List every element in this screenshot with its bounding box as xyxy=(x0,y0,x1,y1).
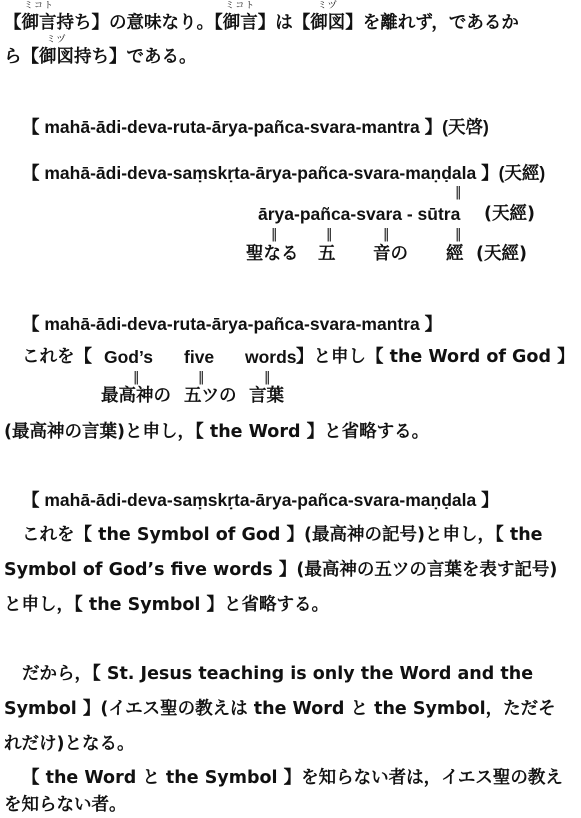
conclusion-line-5: を知らない者。 xyxy=(4,795,127,815)
ruby-base: 御図 xyxy=(39,47,74,67)
ruby-text: ミコト xyxy=(23,1,54,11)
ruby-text: ミヅ xyxy=(46,35,67,45)
text: ら【 xyxy=(4,47,39,67)
text: 】を離れず，であるか xyxy=(345,13,519,33)
gloss-sutra: 經 xyxy=(446,244,464,264)
gloss-sound: 音の xyxy=(373,244,408,264)
word-words: words xyxy=(245,347,297,367)
god-symbol-line-2: Symbol of God’s five words 】(最高神の五ツの言葉を表す記号) xyxy=(4,560,558,580)
gloss-words: 言葉 xyxy=(249,386,284,406)
ruby-base: 御図 xyxy=(310,13,346,33)
text: 】は【 xyxy=(257,13,311,33)
paragraph-1-line-2 xyxy=(4,35,578,70)
conclusion-line-2: Symbol 】(イエス聖の教えは the Word と the Symbol，ただそ xyxy=(4,699,556,719)
gloss-supreme-gods: 最高神の xyxy=(101,386,171,406)
mandala-line: 【 mahā-ādi-deva-saṃskṛta-ārya-pañca-svara-maṇḍala 】(天經) xyxy=(22,163,546,183)
gloss-five: 五 xyxy=(318,244,336,264)
ruby-word-mikoto xyxy=(21,1,57,36)
gloss-holy: 聖なる xyxy=(246,244,299,264)
word-gods: God’s xyxy=(104,347,153,367)
god-words-prefix: これを【 xyxy=(22,347,92,367)
god-symbol-heading: 【 mahā-ādi-deva-saṃskṛta-ārya-pañca-svara-maṇḍala 】 xyxy=(22,490,499,510)
ruby-text: ミヅ xyxy=(317,1,338,11)
god-words-suffix: 】と申し【 the Word of God 】 xyxy=(296,347,575,367)
conclusion-line-3: れだけ)となる。 xyxy=(4,734,135,754)
ruby-word-mizu xyxy=(310,1,346,36)
text: 持ち】である。 xyxy=(74,47,197,67)
conclusion-line-4: 【 the Word と the Symbol 】を知らない者は，イエス聖の教え xyxy=(22,768,563,788)
equivalence-mark: ‖ xyxy=(133,370,140,385)
gloss-note: (天經) xyxy=(476,244,527,264)
gloss-five-items: 五ツの xyxy=(184,386,237,406)
equivalence-mark: ‖ xyxy=(326,227,333,242)
ruby-word-mizu xyxy=(39,35,74,70)
paragraph-1-line-1 xyxy=(4,1,578,36)
ruby-base: 御言 xyxy=(21,13,57,33)
sutra-note: (天經) xyxy=(484,204,535,224)
text: 【 xyxy=(4,13,22,33)
equivalence-mark: ‖ xyxy=(455,227,462,242)
equivalence-mark: ‖ xyxy=(264,370,271,385)
conclusion-line-1: だから，【 St. Jesus teaching is only the Word and the xyxy=(22,664,534,684)
ruby-word-mikoto xyxy=(222,1,258,36)
ruby-base: 御言 xyxy=(222,13,258,33)
text: 持ち】の意味なり。【 xyxy=(56,13,223,33)
equivalence-mark: ‖ xyxy=(383,227,390,242)
equivalence-mark: ‖ xyxy=(455,185,462,200)
god-symbol-line-1: これを【 the Symbol of God 】(最高神の記号)と申し，【 the xyxy=(22,525,543,545)
god-symbol-line-3: と申し，【 the Symbol 】と省略する。 xyxy=(4,595,330,615)
god-words-heading: 【 mahā-ādi-deva-ruta-ārya-pañca-svara-mantra 】 xyxy=(22,314,443,334)
sutra-line: ārya-pañca-svara - sūtra xyxy=(258,204,461,224)
god-words-line-3: (最高神の言葉)と申し，【 the Word 】と省略する。 xyxy=(4,422,430,442)
ruby-text: ミコト xyxy=(225,1,256,11)
mantra-line: 【 mahā-ādi-deva-ruta-ārya-pañca-svara-mantra 】(天啓) xyxy=(22,117,489,137)
equivalence-mark: ‖ xyxy=(271,227,278,242)
word-five: five xyxy=(184,347,215,367)
equivalence-mark: ‖ xyxy=(198,370,205,385)
